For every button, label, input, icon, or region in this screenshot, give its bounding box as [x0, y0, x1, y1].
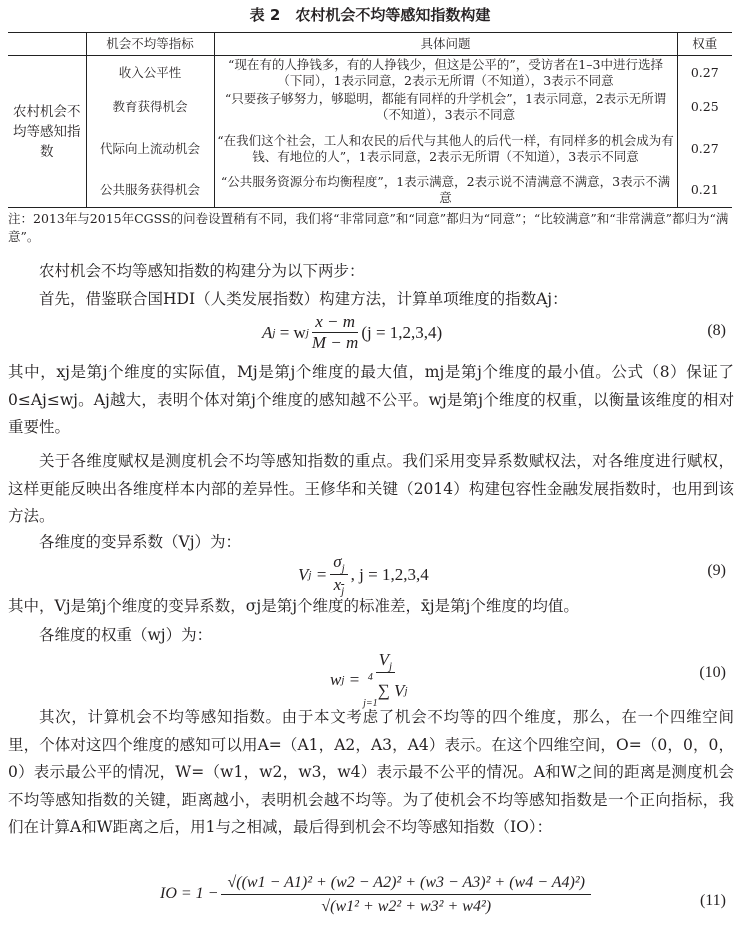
eq9-lhs: V [298, 564, 309, 584]
equation-11 [0, 870, 740, 940]
paragraph: 首先，借鉴联合国HDI（人类发展指数）构建方法，计算单项维度的指数Aj： [39, 290, 568, 308]
eq8-condition: (j = 1,2,3,4) [361, 322, 443, 342]
header-indicator: 机会不均等指标 [86, 33, 214, 56]
weight-cell: 0.27 [690, 140, 719, 156]
eq10-numerator: V [378, 650, 389, 669]
eq11-denominator: √(w1² + w2² + w3² + w4²) [321, 898, 492, 915]
eq10-sum-top: 4 [367, 672, 373, 684]
question-cell: “现在有的人挣钱多，有的人挣钱少，但这是公平的”，受访者在1–3中进行选择（下同），1表示同意，2表示无所谓（不知道），3表示不同意 [214, 56, 677, 90]
equation-10: w j = $V_j$ 4 j=1 ∑ V j (10) [330, 650, 726, 710]
header-group [8, 33, 86, 56]
eq10-number: (10) [699, 664, 726, 681]
header-question: 具体问题 [214, 33, 677, 56]
header-weight: 权重 [692, 36, 718, 51]
paragraph: 其中，Vj是第j个维度的变异系数，σj是第j个维度的标准差，x̄j是第j个维度的均值。 [8, 597, 579, 615]
equation-9: V j = $\frac{\sigma_j}{x_j}$ , j = 1,2,3,4 (9) [298, 552, 726, 598]
eq8-mid: = w [279, 322, 306, 342]
eq8-denominator: M − m [311, 333, 359, 352]
eq11-numerator: √((w1 − A1)² + (w2 − A2)² + (w3 − A3)² + (w4 − A4)²) [221, 872, 590, 895]
eq9-number: (9) [707, 562, 726, 579]
eq10-lhs: w [330, 669, 342, 689]
table-note: 注：2013年与2015年CGSS的问卷设置稍有不同，我们将“非常同意”和“同意”都归为“同意”；“比较满意”和“非常满意”都归为“满意”。 [8, 211, 729, 244]
question-cell: “只要孩子够努力，够聪明，都能有同样的升学机会”，1表示同意，2表示无所谓（不知道），3表示不同意 [214, 90, 677, 124]
weight-cell: 0.21 [690, 182, 719, 198]
table-row [8, 90, 732, 124]
eq9-numerator: σ [333, 552, 342, 571]
eq8-number: (8) [707, 322, 726, 339]
eq11-lhs: IO = 1 − [160, 885, 219, 902]
table-row [8, 124, 732, 174]
paragraph: 关于各维度赋权是测度机会不均等感知指数的重点。我们采用变异系数赋权法，对各维度进行赋权，这样更能反映出各维度样本内部的差异性。王修华和关键（2014）构建包容性金融发展指数时，也用到该方法。 [8, 452, 734, 525]
paragraph: 其中，xj是第j个维度的实际值，Mj是第j个维度的最大值，mj是第j个维度的最小值。公式（8）保证了0≤Aj≤wj。Aj越大，表明个体对第j个维度的感知越不公平。wj是第j个维度的权重，以衡量该维度的相对重要性。 [8, 363, 734, 436]
paragraph: 其次，计算机会不均等感知指数。由于本文考虑了机会不均等的四个维度，那么，在一个四维空间里，个体对这四个维度的感知可以用A=（A1，A2，A3，A4）表示。在这个四维空间，O=（0，0，0，0）表示最公平的情况，W=（w1，w2，w3，w4）表示最不公平的情况。A和W之间的距离是测度机会不均等感知指数的关键，距离越小，表明机会越不均等。为了使机会不均等感知指数是一个正向指标，我们在计算A和W距离之后，用1与之相减，最后得到机会不均等感知指数（IO）： [8, 708, 734, 836]
indicator-cell: 收入公平性 [86, 56, 214, 90]
question-cell: “公共服务资源分布均衡程度”，1表示满意，2表示说不清满意不满意，3表示不满意 [214, 174, 677, 208]
eq11-number: (11) [699, 892, 726, 909]
paragraph: 各维度的权重（wj）为： [39, 626, 213, 644]
eq10-denominator: ∑ V [377, 681, 405, 701]
eq10-sum-bottom: j=1 [363, 698, 378, 710]
question-cell: “在我们这个社会，工人和农民的后代与其他人的后代一样，有同样多的机会成为有钱、有地位的人”，1表示同意，2表示无所谓（不知道），3表示不同意 [214, 124, 677, 174]
table-title: 表 2 农村机会不均等感知指数构建 [249, 6, 491, 24]
eq9-condition: , j = 1,2,3,4 [350, 564, 429, 584]
group-label: 农村机会不均等感知指数 [8, 56, 86, 208]
indicator-table [8, 32, 732, 208]
paragraph: 农村机会不均等感知指数的构建分为以下两步： [39, 262, 365, 280]
table-row [8, 56, 732, 90]
eq8-numerator: x − m [312, 312, 358, 333]
weight-cell: 0.25 [690, 98, 719, 114]
table-row [8, 174, 732, 208]
paragraph: 各维度的变异系数（Vj）为： [39, 533, 242, 551]
equation-8: A j = w j $\frac{x - m}{M - m}$ (j = 1,2,3,4) (8) [262, 312, 726, 352]
indicator-cell: 公共服务获得机会 [86, 174, 214, 208]
weight-cell: 0.27 [690, 64, 719, 80]
eq9-denominator: x [333, 575, 342, 595]
indicator-cell: 代际向上流动机会 [86, 124, 214, 174]
table-header-row [8, 33, 732, 56]
eq8-lhs: A [262, 322, 273, 342]
indicator-cell: 教育获得机会 [86, 90, 214, 124]
